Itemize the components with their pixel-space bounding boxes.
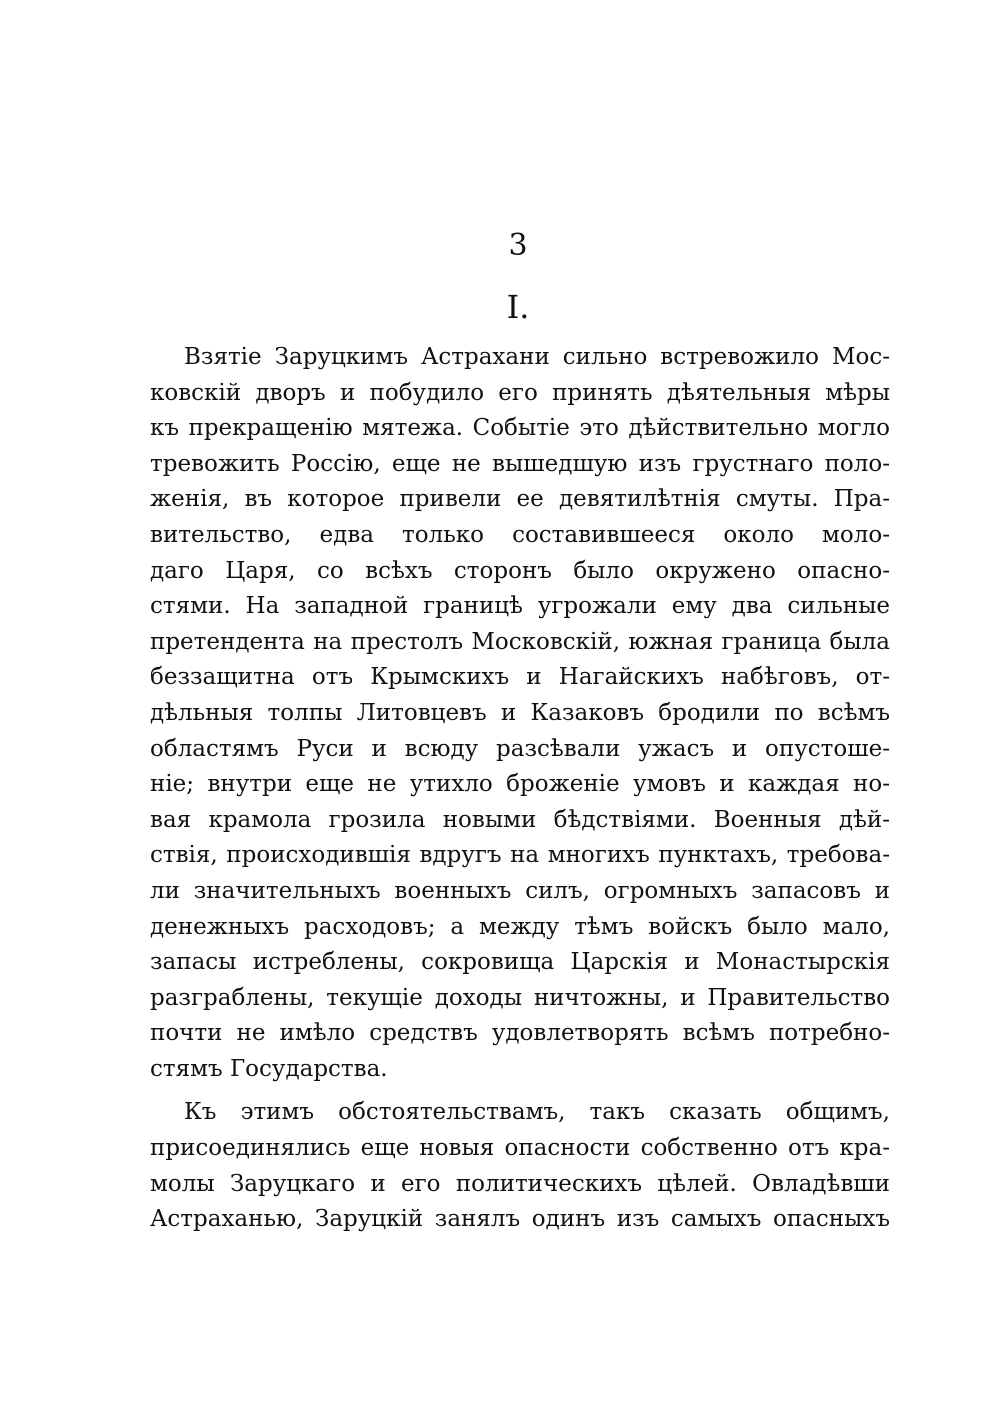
body-text xyxy=(150,340,890,1238)
text-line: женія, въ которое привели ее девятилѣтнія смуты. Пра- xyxy=(150,486,890,513)
text-line: денежныхъ расходовъ; а между тѣмъ войскъ было мало, xyxy=(150,913,890,940)
text-line: даго Царя, со всѣхъ сторонъ было окружено опасно- xyxy=(150,557,890,584)
text-line: беззащитна отъ Крымскихъ и Нагайскихъ набѣговъ, от- xyxy=(150,664,890,691)
text-line: вительство, едва только составившееся около моло- xyxy=(150,521,890,548)
chapter-number: I. xyxy=(506,288,530,326)
text-line: стямъ Государства. xyxy=(150,1055,388,1082)
text-line: претендента на престолъ Московскій, южная граница была xyxy=(150,628,890,655)
page-number: 3 xyxy=(508,228,528,263)
paragraph-2 xyxy=(150,1095,890,1237)
text-line: вая крамола грозила новыми бѣдствіями. Военныя дѣй- xyxy=(150,806,890,833)
paragraph-1 xyxy=(150,340,890,1087)
text-line: ствія, происходившія вдругъ на многихъ пунктахъ, требова- xyxy=(150,842,890,869)
text-line: Къ этимъ обстоятельствамъ, такъ сказать общимъ, xyxy=(184,1099,890,1126)
text-line: ковскій дворъ и побудило его принять дѣятельныя мѣры xyxy=(150,379,890,406)
text-line: молы Заруцкаго и его политическихъ цѣлей. Овладѣвши xyxy=(150,1170,890,1197)
text-line: разграблены, текущіе доходы ничтожны, и Правительство xyxy=(150,984,890,1011)
text-line: къ прекращенію мятежа. Событіе это дѣйствительно могло xyxy=(150,415,890,442)
text-line: Взятіе Заруцкимъ Астрахани сильно встревожило Мос- xyxy=(184,344,890,370)
text-line: стями. На западной границѣ угрожали ему два сильные xyxy=(150,593,890,620)
text-line: Астраханью, Заруцкій занялъ одинъ изъ самыхъ опасныхъ xyxy=(150,1206,890,1233)
text-line: тревожить Россію, еще не вышедшую изъ грустнаго поло- xyxy=(150,450,890,477)
text-line: почти не имѣло средствъ удовлетворять всѣмъ потребно- xyxy=(150,1020,890,1047)
text-line: ніе; внутри еще не утихло броженіе умовъ и каждая но- xyxy=(150,771,890,798)
paragraph-gap xyxy=(150,1087,890,1095)
text-line: областямъ Руси и всюду разсѣвали ужасъ и опустоше- xyxy=(150,735,890,762)
text-line: ли значительныхъ военныхъ силъ, огромныхъ запасовъ и xyxy=(150,877,890,904)
text-line: запасы истреблены, сокровища Царскія и Монастырскія xyxy=(150,949,890,976)
text-line: присоединялись еще новыя опасности собственно отъ кра- xyxy=(150,1135,890,1162)
text-line: дѣльныя толпы Литовцевъ и Казаковъ бродили по всѣмъ xyxy=(150,699,890,726)
